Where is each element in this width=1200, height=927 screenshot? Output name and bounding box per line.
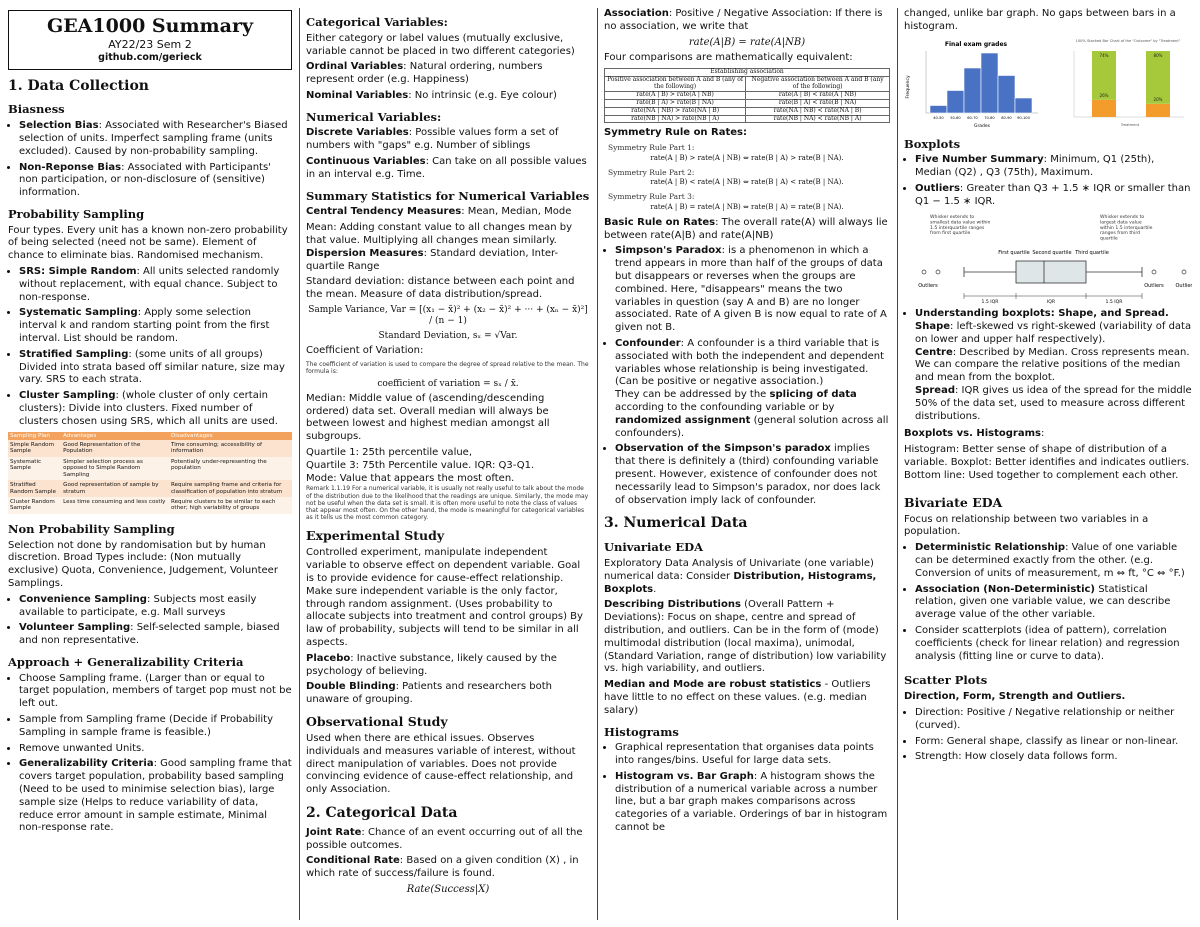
list-item: • Consider scatterplots (idea of pattern), correlation coefficients (check for linear relation) and regression analysis (fitting line or curve to data). [915,625,1192,663]
table-header: Advantages [61,432,169,440]
table-cell: rate(A | B) > rate(A | NB) [605,91,746,99]
second-quartile-label: Second quartile [1032,249,1072,256]
bivariate-list [904,542,1192,663]
sampling-plan-table [8,432,292,514]
paragraph: Nominal Variables: No intrinsic (e.g. Eye colour) [306,89,557,101]
histogram-bar [947,90,964,113]
bias-list [8,120,292,200]
list-item: • Non-Reponse Bias: Associated with Participants' non participation, or non-disclosure of (sensitive) information. [19,162,292,200]
list-item: • Observation of the Simpson's paradox implies that there is definitely a (third) confounding variable present. However, existence of confounder does not necessarily lead to Simpson's paradox, nor does lack of observation imply lack of confounder. [615,443,890,507]
histogram-bar [1015,98,1032,113]
paragraph: Conditional Rate: Based on a given condition (X) , in which rate of success/failure is found. [306,855,579,880]
table-header: Sampling Plan [8,432,61,440]
table-cell: Good Representation of the Population [61,440,169,457]
list-item: • Remove unwanted Units. [19,743,292,756]
first-quartile-label: First quartile [998,249,1030,256]
paragraph: Describing Distributions (Overall Pattern + Deviations): Focus on shape, centre and spread of distribution, and outliers. Can be in the form of (mode) multimodal distribution (local maxima), unimodal, (Standard Variation, range of distribution) low variability vs. high variability, and outliers. [604,599,887,675]
histogram-list [604,742,890,835]
paragraph: Histogram: Better sense of shape of distribution of a variable. Boxplot: Better identifies and indicates outliers. [904,444,1190,469]
paragraph: Used when there are ethical issues. Observes individuals and measures variable of interest, without direct manipulation of variables. Does not provide convincing evidence of cause-effect relationship, and only Association. [306,732,576,796]
figures-row [904,37,1192,129]
paragraph: Four types. Every unit has a known non-zero probability of being selected (need not be same). Element of chance to eliminate bias. Randomised mechanism. [8,224,288,262]
paragraph: Selection not done by randomisation but by human discretion. Broad Types include: (Non mutually exclusive) Quota, Convenience, Judgement, Volunteer Samplings. [8,539,278,589]
paragraph: Joint Rate: Chance of an event occurring out of all the possible outcomes. [306,826,583,851]
stacked-bar-xlabel: Treatment [1120,122,1140,127]
symmetry-rule-body: rate(A | B) < rate(A | NB) ⇔ rate(B | A) < rate(B | NA). [650,178,844,187]
paragraph: Median and Mode are robust statistics - Outliers have little to no effect on these values. (e.g. median salary) [604,679,871,716]
paragraph: Central Tendency Measures: Mean, Median, Mode [306,206,572,218]
subsection-probability-sampling: Probability Sampling [8,206,145,221]
list-item: • Convenience Sampling: Subjects most easily available to participate, e.g. Mall surveys [19,594,292,620]
symmetry-rule-body: rate(A | B) > rate(A | NB) ⇔ rate(B | A) > rate(B | NA). [650,153,844,162]
list-item: • Volunteer Sampling: Self-selected sample, biased and non representative. [19,622,292,648]
histogram-title: Final exam grades [944,40,1008,48]
subsection-observational-study: Observational Study [306,713,448,729]
paragraph: Either category or label values (mutually exclusive, variable cannot be placed in two different categories) [306,32,575,57]
table-cell: Time consuming; accessibility of information [169,440,292,457]
column-4 [900,8,1196,920]
stacked-bar-data-label: 26% [1099,92,1109,98]
histogram-bar [930,105,947,113]
list-item: • Association (Non-Deterministic) Statistical relation, given one variable value, we can describe average value of the other variable. [915,584,1192,622]
paragraph: changed, unlike bar graph. No gaps between bars in a histogram. [904,8,1176,32]
table-cell: rate(B | A) < rate(B | NA) [746,99,890,107]
paragraph: Discrete Variables: Possible values form a set of numbers with "gaps" e.g. Number of siblings [306,127,559,152]
approach-list [8,673,292,836]
table-row [8,480,292,497]
column-divider [897,8,898,920]
paragraph: Controlled experiment, manipulate independent variable to observe effect on dependent variable. Goal is to provide evidence for cause-effect relationship. Make sure independent variable is the only factor, through random assignment. (Uses probability to allocate subjects into treatment and control groups) By law of probability, subjects will tend to be similar in all aspects. [306,547,583,648]
title-box [8,10,292,70]
table-row [605,115,890,123]
stacked-bar-data-label: 74% [1099,52,1109,58]
histogram-bar [981,53,998,113]
stacked-bar-data-label: 20% [1153,96,1163,102]
paragraph: Four comparisons are mathematically equivalent: [604,52,853,64]
histogram-ylabel: Frequency [906,74,911,99]
iqr-span-label: IQR [1046,299,1056,304]
symmetry-rule-body: rate(A | B) = rate(A | NB) ⇔ rate(B | A) = rate(B | NA). [650,202,844,211]
table-header: Positive association between A and B (any of the following) [605,77,746,92]
subsection-categorical-variables: Categorical Variables: [306,15,448,29]
subsection-summary-statistics: Summary Statistics for Numerical Variables [306,188,590,203]
subsection-approach: Approach + Generalizability Criteria [8,654,244,669]
table-cell: Potentially under-representing the population [169,457,292,480]
table-cell: Simpler selection process as opposed to Simple Random Sampling [61,457,169,480]
list-item: • Systematic Sampling: Apply some selection interval k and random starting point from the first interval. List should be random. [19,307,292,345]
paragraph: Continuous Variables: Can take on all possible values in an interval e.g. Time. [306,156,587,180]
table-cell: rate(NB | NA) < rate(NB | A) [746,115,890,123]
list-item: • Stratified Sampling: (some units of all groups) Divided into strata based off similar nature, size may vary. SRS to each strata. [19,349,292,387]
list-item: • Strength: How closely data follows form. [915,751,1192,764]
conditional-rate-formula: Rate(Success|X) [406,884,490,896]
github-link[interactable]: github.com/gerieck [98,52,202,64]
subsection-non-probability: Non Probability Sampling [8,521,175,536]
iqr-span-label: 1.5 IQR [1105,299,1123,304]
table-row [605,107,890,115]
sd-formula: Standard Deviation, sₓ = √Var. [378,330,518,341]
histogram-tick-label: 60-70 [967,115,978,120]
table-cell: rate(A | B) < rate(A | NB) [746,91,890,99]
outlier-point [1152,270,1156,274]
semester-label: AY22/23 Sem 2 [108,38,192,52]
association-formula: rate(A|B) = rate(A|NB) [688,36,806,48]
page-title: GEA1000 Summary [46,15,254,37]
paragraph: Mean: Adding constant value to all changes mean by that value. Multiplying all changes mean similarly. Dispersion Measures: Standard deviation, Inter-quartile Range [306,222,573,272]
boxplot-diagram [904,212,1192,304]
list-item: • Understanding boxplots: Shape, and Spread. Shape: left-skewed vs right-skewed (variability of data on lower and upper half respectively). Centre: Described by Median. Cross represents mean. We can compare the relative positions of the median and mean from the boxplot. Spread: IQR gives us idea of the spread for the middle 50% of the data set, used to measure across different distributions. [915,308,1192,423]
third-quartile-label: Third quartile [1075,249,1109,256]
subsection-biasness: Biasness [8,102,65,117]
table-cell: Require clusters to be similar to each other; high variability of groups [169,497,292,514]
table-row [8,497,292,514]
list-item: • Sample from Sampling frame (Decide if Probability Sampling in sample frame is feasible.) [19,714,292,740]
table-row [8,440,292,457]
paragraph: Focus on relationship between two variables in a population. [904,513,1149,538]
table-cell: Good representation of sample by stratum [61,480,169,497]
table-cell: Cluster Random Sample [8,497,61,514]
outlier-point [922,270,926,274]
subsection-histograms: Histograms [604,724,679,739]
column-divider [597,8,598,920]
table-cell: rate(NA | NB) > rate(NA | B) [605,107,746,115]
nonprob-list [8,594,292,648]
histogram-bar [998,75,1015,113]
subsection-numerical-variables: Numerical Variables: [306,109,442,124]
subsection-scatter-plots: Scatter Plots [904,673,988,688]
list-item: • Choose Sampling frame. (Larger than or equal to target population, members of target pop must not be left out. [19,673,292,711]
subsection-experimental-study: Experimental Study [306,528,445,544]
table-row [605,99,890,107]
symmetry-rule-label: Symmetry Rule Part 1: [608,143,695,153]
column-2 [302,8,594,920]
outliers-label: Outliers [918,282,938,289]
table-cell: Systematic Sample [8,457,61,480]
rates-list [604,245,890,507]
histogram-figure [904,37,1044,129]
list-item: • Histogram vs. Bar Graph: A histogram shows the distribution of a numerical variable across a number line, but a bar graph makes comparisons across categories of a variable. Orderings of bar in histogram cannot be [615,771,890,835]
column-1 [4,8,296,920]
list-item: • Generalizability Criteria: Good sampling frame that covers target population, probability based sampling (Need to be used to minimise selection bias), large sample size (Helps to reduce variability of data, reduce error amount in sample estimate, Minimal non-response rate. [19,758,292,835]
table-cell: rate(NB | NA) > rate(NB | A) [605,115,746,123]
section-data-collection: 1. Data Collection [8,77,149,94]
histogram-tick-label: 80-90 [1001,115,1012,120]
whisker-note-right: Whisker extends to largest data value within 1.5 interquartile ranges from third quartile [1100,214,1153,242]
variance-formula: Sample Variance, Var = [(x₁ − x̄)² + (x₂ − x̄)² + ··· + (xₙ − x̄)²] / (n − 1) [308,304,588,327]
cov-note: The coefficient of variation is used to compare the degree of spread relative to the mean. The formula is: [306,361,589,376]
stacked-bar-segment [1092,99,1116,116]
iqr-box [1016,261,1086,283]
table-cell: Require sampling frame and criteria for classification of population into stratum [169,480,292,497]
boxplot-list [904,154,1192,208]
paragraph: Direction, Form, Strength and Outliers. [904,691,1126,703]
list-item: • SRS: Simple Random: All units selected randomly without replacement, with equal chance. Subject to non-response. [19,266,292,304]
table-row [8,457,292,480]
list-item: • Confounder: A confounder is a third variable that is associated with both the independent and dependent variables whose relationship is being investigated. (Can be positive or negative association.) They can be addressed by the splicing of data according to the confounding variable or by randomized assignment (general solution across all confounders). [615,338,890,440]
list-item: • Direction: Positive / Negative relationship or neither (curved). [915,707,1192,733]
understanding-list [904,308,1192,423]
table-cell: rate(NA | NB) < rate(NA | B) [746,107,890,115]
outlier-point [1182,270,1186,274]
section-categorical-data: 2. Categorical Data [306,804,458,821]
list-item: • Graphical representation that organises data points into ranges/bins. Useful for large data sets. [615,742,890,768]
table-cell: Stratified Random Sample [8,480,61,497]
paragraph: Boxplots vs. Histograms: [904,428,1045,440]
column-3 [600,8,894,920]
paragraph: Coefficient of Variation: [306,345,424,357]
list-item: • Five Number Summary: Minimum, Q1 (25th), Median (Q2) , Q3 (75th), Maximum. [915,154,1192,180]
paragraph: Standard deviation: distance between each point and the mean. Measure of data distribution/spread. [306,276,575,301]
histogram-tick-label: 40-50 [933,115,944,120]
section-numerical-data: 3. Numerical Data [604,515,748,532]
paragraph: Association: Positive / Negative Association: If there is no association, we write that [604,8,883,32]
sampling-list [8,266,292,429]
subsection-bivariate-eda: Bivariate EDA [904,494,1003,510]
subsection-univariate-eda: Univariate EDA [604,540,704,555]
paragraph: Ordinal Variables: Natural ordering, numbers represent order (e.g. Happiness) [306,61,543,86]
stacked-bar-figure [1050,37,1190,129]
histogram-xlabel: Grades [973,123,991,129]
paragraph: Exploratory Data Analysis of Univariate (one variable) numerical data: Consider Distribution, Histograms, Boxplots. [604,558,877,595]
paragraph: Double Blinding: Patients and researchers both unaware of grouping. [306,681,552,706]
histogram-tick-label: 90-100 [1017,115,1030,120]
paragraph: Quartile 1: 25th percentile value, [306,447,473,459]
paragraph: Placebo: Inactive substance, likely caused by the psychology of believing. [306,652,557,677]
table-title: Establishing association [605,69,890,77]
list-item: • Outliers: Greater than Q3 + 1.5 ∗ IQR or smaller than Q1 − 1.5 ∗ IQR. [915,183,1192,209]
list-item: • Cluster Sampling: (whole cluster of only certain clusters): Divide into clusters. Fixed number of clusters chosen using SRS, which all units are used. [19,390,292,428]
list-item: • Simpson's Paradox: is a phenomenon in which a trend appears in more than half of the groups of data but disappears or reverses when the groups are combined. Here, "disappears" means the two variables in question (say A and B) are no longer associated. Rate of A given B is now equal to rate of A given not B. [615,245,890,335]
histogram-tick-label: 70-80 [984,115,995,120]
subsection-boxplots: Boxplots [904,136,961,151]
cov-formula: coefficient of variation = sₓ / x̄. [377,378,519,389]
paragraph: Quartile 3: 75th Percentile value. IQR: Q3-Q1. [306,459,535,471]
paragraph: Basic Rule on Rates: The overall rate(A) will always lie between rate(A|B) and rate(A|NB) [604,216,888,241]
whisker-note-left: Whisker extends to smallest data value within 1.5 interquartile ranges from first quartile [930,214,991,236]
association-table [604,68,890,123]
histogram-tick-label: 50-60 [950,115,961,120]
outlier-point [936,270,940,274]
symmetry-rule-label: Symmetry Rule Part 2: [608,167,695,177]
list-item: • Selection Bias: Associated with Researcher's Biased selection of units. Imperfect sampling frame (units excluded). Caused by non-probability sampling. [19,120,292,158]
stacked-bar-title: 100% Stacked Bar Chart of the "Outcome" by "Treatment" [1075,38,1181,43]
table-cell: Less time consuming and less costly [61,497,169,514]
paragraph: Bottom line: Used together to complement each other. [904,469,1179,481]
histogram-bar [964,68,981,113]
table-cell: rate(B | A) > rate(B | NA) [605,99,746,107]
paragraph: Symmetry Rule on Rates: [604,127,747,139]
table-header: Disadvantages [169,432,292,440]
column-divider [299,8,300,920]
paragraph: Mode: Value that appears the most often. [306,472,515,484]
paragraph: Median: Middle value of (ascending/descending ordered) data set. Overall median will always be between lowest and highest median amongst all subgroups. [306,392,550,443]
stacked-bar-segment [1146,103,1170,116]
table-header: Negative association between A and B (any of the following) [746,77,890,92]
iqr-span-label: 1.5 IQR [981,299,999,304]
symmetry-rule-label: Symmetry Rule Part 3: [608,192,695,202]
list-item: • Deterministic Relationship: Value of one variable can be determined exactly from the other. (e.g. Conversion of units of measurement, m ⇔ ft, °C ⇔ °F.) [915,542,1192,580]
table-cell: Simple Random Sample [8,440,61,457]
scatter-list [904,707,1192,764]
outliers-label: Outliers [1144,282,1164,289]
stacked-bar-data-label: 80% [1153,52,1163,58]
outlier-label: Outlier [1175,282,1192,289]
mode-remark: Remark 1.1.19 For a numerical variable, it is usually not really useful to talk about the mode of the distribution due to the likelihood that the readings are unique. Similarly, the mode may not be useful when the data set is small. It is often more useful to note the class of values that appear most often. On the other hand, the mode is meaningful for categorical variables as it tells us the most common category. [306,485,589,522]
list-item: • Form: General shape, classify as linear or non-linear. [915,736,1192,749]
